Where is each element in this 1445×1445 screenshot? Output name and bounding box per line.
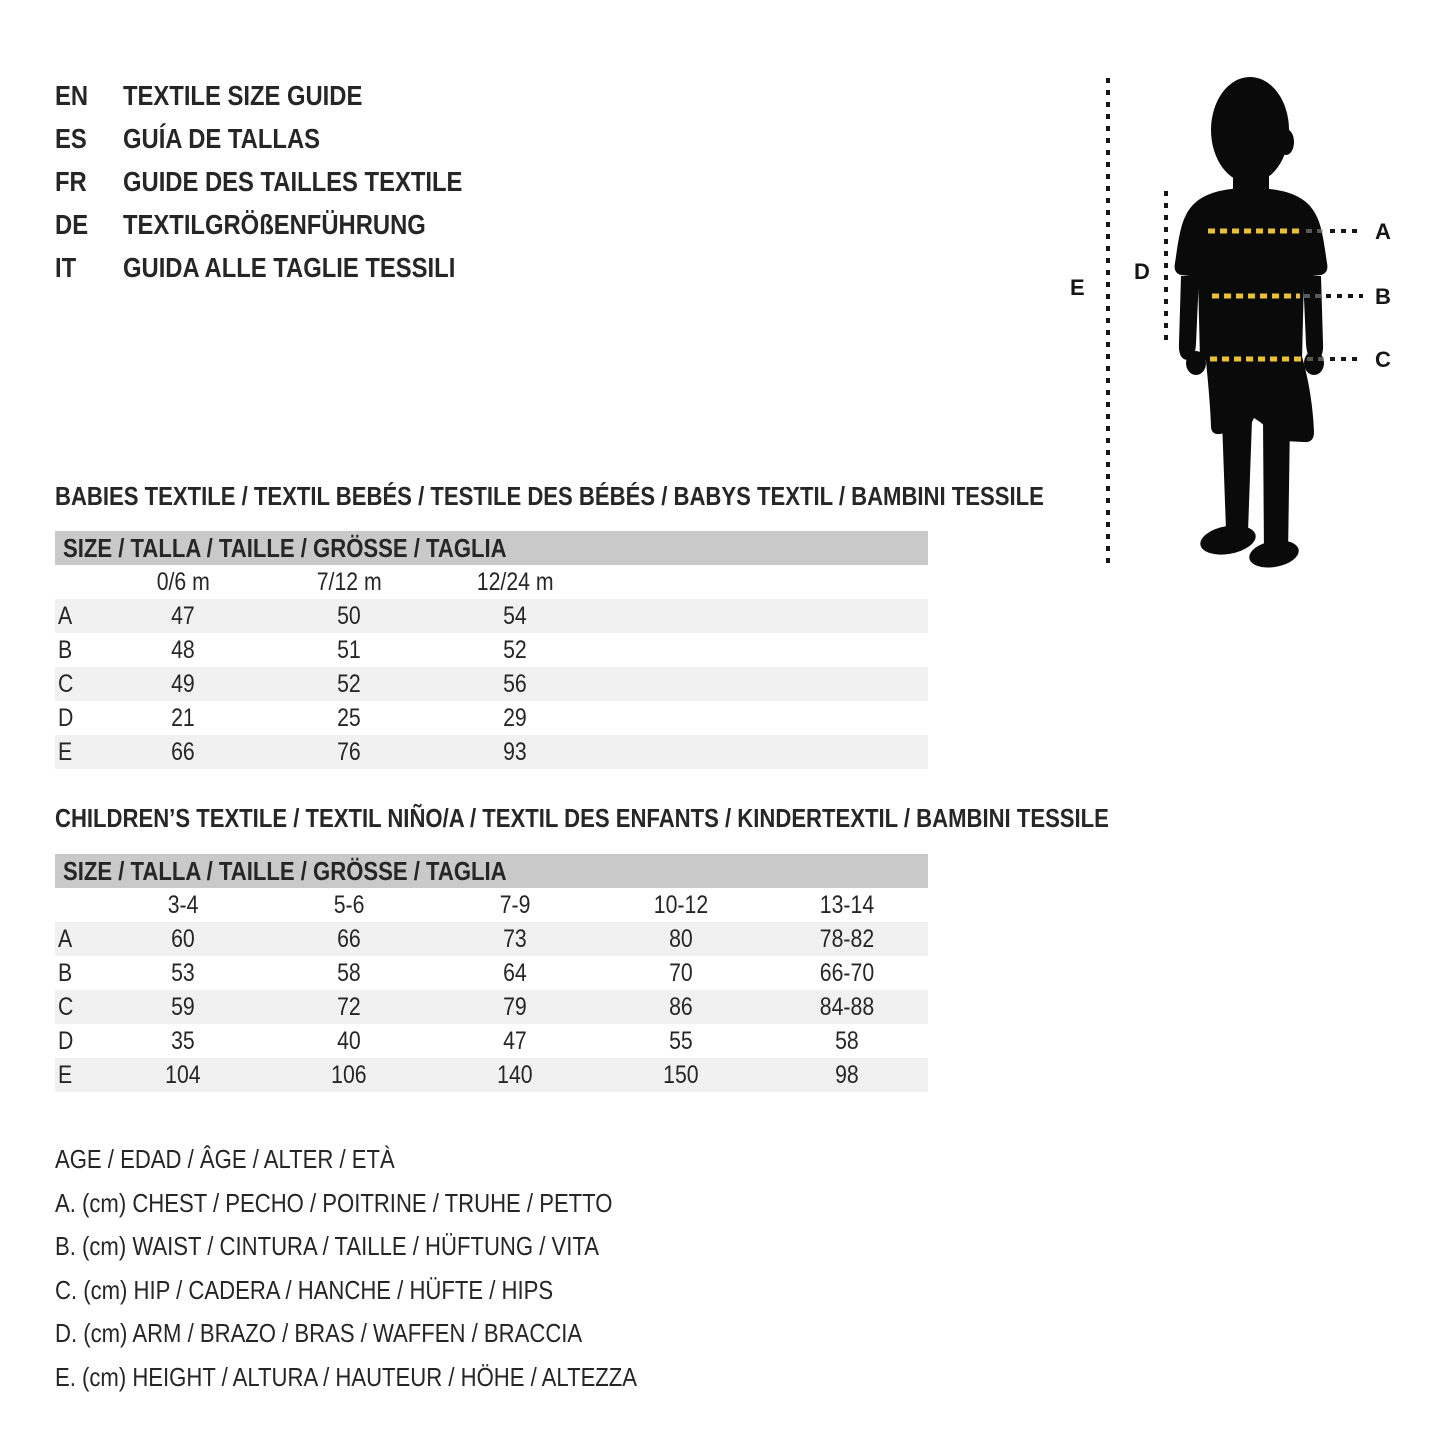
table-row	[55, 735, 928, 769]
table-cell: 47	[171, 601, 195, 630]
column-header: 5-6	[333, 890, 365, 919]
table-cell: 104	[165, 1060, 201, 1089]
babies-column-header-row	[55, 565, 928, 599]
child-silhouette-figure	[1050, 60, 1445, 605]
row-label: D	[58, 1026, 74, 1055]
table-row	[55, 990, 928, 1024]
figure-label-b: B	[1375, 284, 1391, 309]
language-title-block	[55, 74, 522, 289]
babies-size-header-bar: SIZE / TALLA / TAILLE / GRÖSSE / TAGLIA	[55, 531, 928, 565]
table-cell: 21	[171, 703, 195, 732]
table-cell: 55	[669, 1026, 693, 1055]
figure-label-d: D	[1134, 259, 1150, 284]
table-cell: 48	[171, 635, 195, 664]
table-cell: 35	[171, 1026, 195, 1055]
table-cell: 93	[503, 737, 527, 766]
lang-row-en	[55, 74, 522, 117]
row-label: B	[58, 635, 73, 664]
lang-row-es	[55, 117, 522, 160]
table-cell: 60	[171, 924, 195, 953]
babies-section-title: BABIES TEXTILE / TEXTIL BEBÉS / TESTILE DES BÉBÉS / BABYS TEXTIL / BAMBINI TESSILE	[55, 481, 1044, 511]
legend-line-waist: B. (cm) WAIST / CINTURA / TAILLE / HÜFTUNG / VITA	[55, 1231, 599, 1262]
children-section-title: CHILDREN’S TEXTILE / TEXTIL NIÑO/A / TEXTIL DES ENFANTS / KINDERTEXTIL / BAMBINI TESSILE	[55, 803, 1109, 833]
measurement-legend	[55, 1138, 740, 1399]
table-row	[55, 956, 928, 990]
table-row	[55, 701, 928, 735]
guide-title: TEXTILE SIZE GUIDE	[123, 79, 363, 111]
column-header: 0/6 m	[156, 567, 210, 596]
figure-label-e: E	[1070, 275, 1085, 300]
table-cell: 52	[337, 669, 361, 698]
lang-row-fr	[55, 160, 522, 203]
table-cell: 106	[331, 1060, 367, 1089]
table-cell: 54	[503, 601, 527, 630]
table-cell: 53	[171, 958, 195, 987]
table-cell: 140	[497, 1060, 533, 1089]
table-row	[55, 633, 928, 667]
column-header: 7/12 m	[316, 567, 382, 596]
column-header: 10-12	[653, 890, 709, 919]
table-cell: 98	[835, 1060, 859, 1089]
legend-line-height: E. (cm) HEIGHT / ALTURA / HAUTEUR / HÖHE / ALTEZZA	[55, 1361, 638, 1392]
guide-title: GUIDA ALLE TAGLIE TESSILI	[123, 251, 456, 283]
table-row	[55, 1024, 928, 1058]
table-cell: 150	[663, 1060, 699, 1089]
column-header: 3-4	[167, 890, 199, 919]
table-cell: 78-82	[819, 924, 875, 953]
table-cell: 58	[337, 958, 361, 987]
children-size-table	[55, 854, 928, 1092]
table-cell: 66	[171, 737, 195, 766]
babies-size-table	[55, 531, 928, 769]
table-cell: 80	[669, 924, 693, 953]
figure-label-a: A	[1375, 219, 1391, 244]
row-label: A	[58, 924, 73, 953]
lang-code: IT	[55, 251, 77, 283]
size-figure-diagram	[1050, 60, 1445, 605]
table-cell: 86	[669, 992, 693, 1021]
column-header: 12/24 m	[476, 567, 554, 596]
lang-code: DE	[55, 208, 89, 240]
legend-line-hip: C. (cm) HIP / CADERA / HANCHE / HÜFTE / HIPS	[55, 1274, 554, 1305]
legend-line-arm: D. (cm) ARM / BRAZO / BRAS / WAFFEN / BRACCIA	[55, 1318, 583, 1349]
table-cell: 70	[669, 958, 693, 987]
table-cell: 25	[337, 703, 361, 732]
row-label: B	[58, 958, 73, 987]
guide-title: GUÍA DE TALLAS	[123, 122, 321, 154]
table-cell: 58	[835, 1026, 859, 1055]
table-row	[55, 667, 928, 701]
lang-row-de	[55, 203, 522, 246]
table-cell: 66-70	[819, 958, 875, 987]
table-cell: 59	[171, 992, 195, 1021]
legend-line-age: AGE / EDAD / ÂGE / ALTER / ETÀ	[55, 1144, 395, 1175]
table-cell: 40	[337, 1026, 361, 1055]
table-cell: 79	[503, 992, 527, 1021]
table-cell: 50	[337, 601, 361, 630]
lang-code: EN	[55, 79, 89, 111]
row-label: C	[58, 992, 74, 1021]
table-row	[55, 922, 928, 956]
row-label: E	[58, 737, 73, 766]
row-label: A	[58, 601, 73, 630]
lang-row-it	[55, 246, 522, 289]
table-cell: 56	[503, 669, 527, 698]
row-label: D	[58, 703, 74, 732]
table-cell: 47	[503, 1026, 527, 1055]
children-size-header-bar: SIZE / TALLA / TAILLE / GRÖSSE / TAGLIA	[55, 854, 928, 888]
table-cell: 76	[337, 737, 361, 766]
row-label: C	[58, 669, 74, 698]
table-cell: 64	[503, 958, 527, 987]
table-cell: 73	[503, 924, 527, 953]
table-cell: 72	[337, 992, 361, 1021]
table-cell: 52	[503, 635, 527, 664]
guide-title: TEXTILGRÖßENFÜHRUNG	[123, 208, 426, 240]
column-header: 13-14	[819, 890, 875, 919]
lang-code: ES	[55, 122, 87, 154]
column-header: 7-9	[499, 890, 531, 919]
guide-title: GUIDE DES TAILLES TEXTILE	[123, 165, 463, 197]
row-label: E	[58, 1060, 73, 1089]
lang-code: FR	[55, 165, 87, 197]
table-cell: 29	[503, 703, 527, 732]
table-cell: 49	[171, 669, 195, 698]
children-column-header-row	[55, 888, 928, 922]
legend-line-chest: A. (cm) CHEST / PECHO / POITRINE / TRUHE / PETTO	[55, 1187, 613, 1218]
figure-label-c: C	[1375, 347, 1391, 372]
table-row	[55, 1058, 928, 1092]
table-cell: 66	[337, 924, 361, 953]
table-cell: 84-88	[819, 992, 875, 1021]
table-row	[55, 599, 928, 633]
table-cell: 51	[337, 635, 361, 664]
